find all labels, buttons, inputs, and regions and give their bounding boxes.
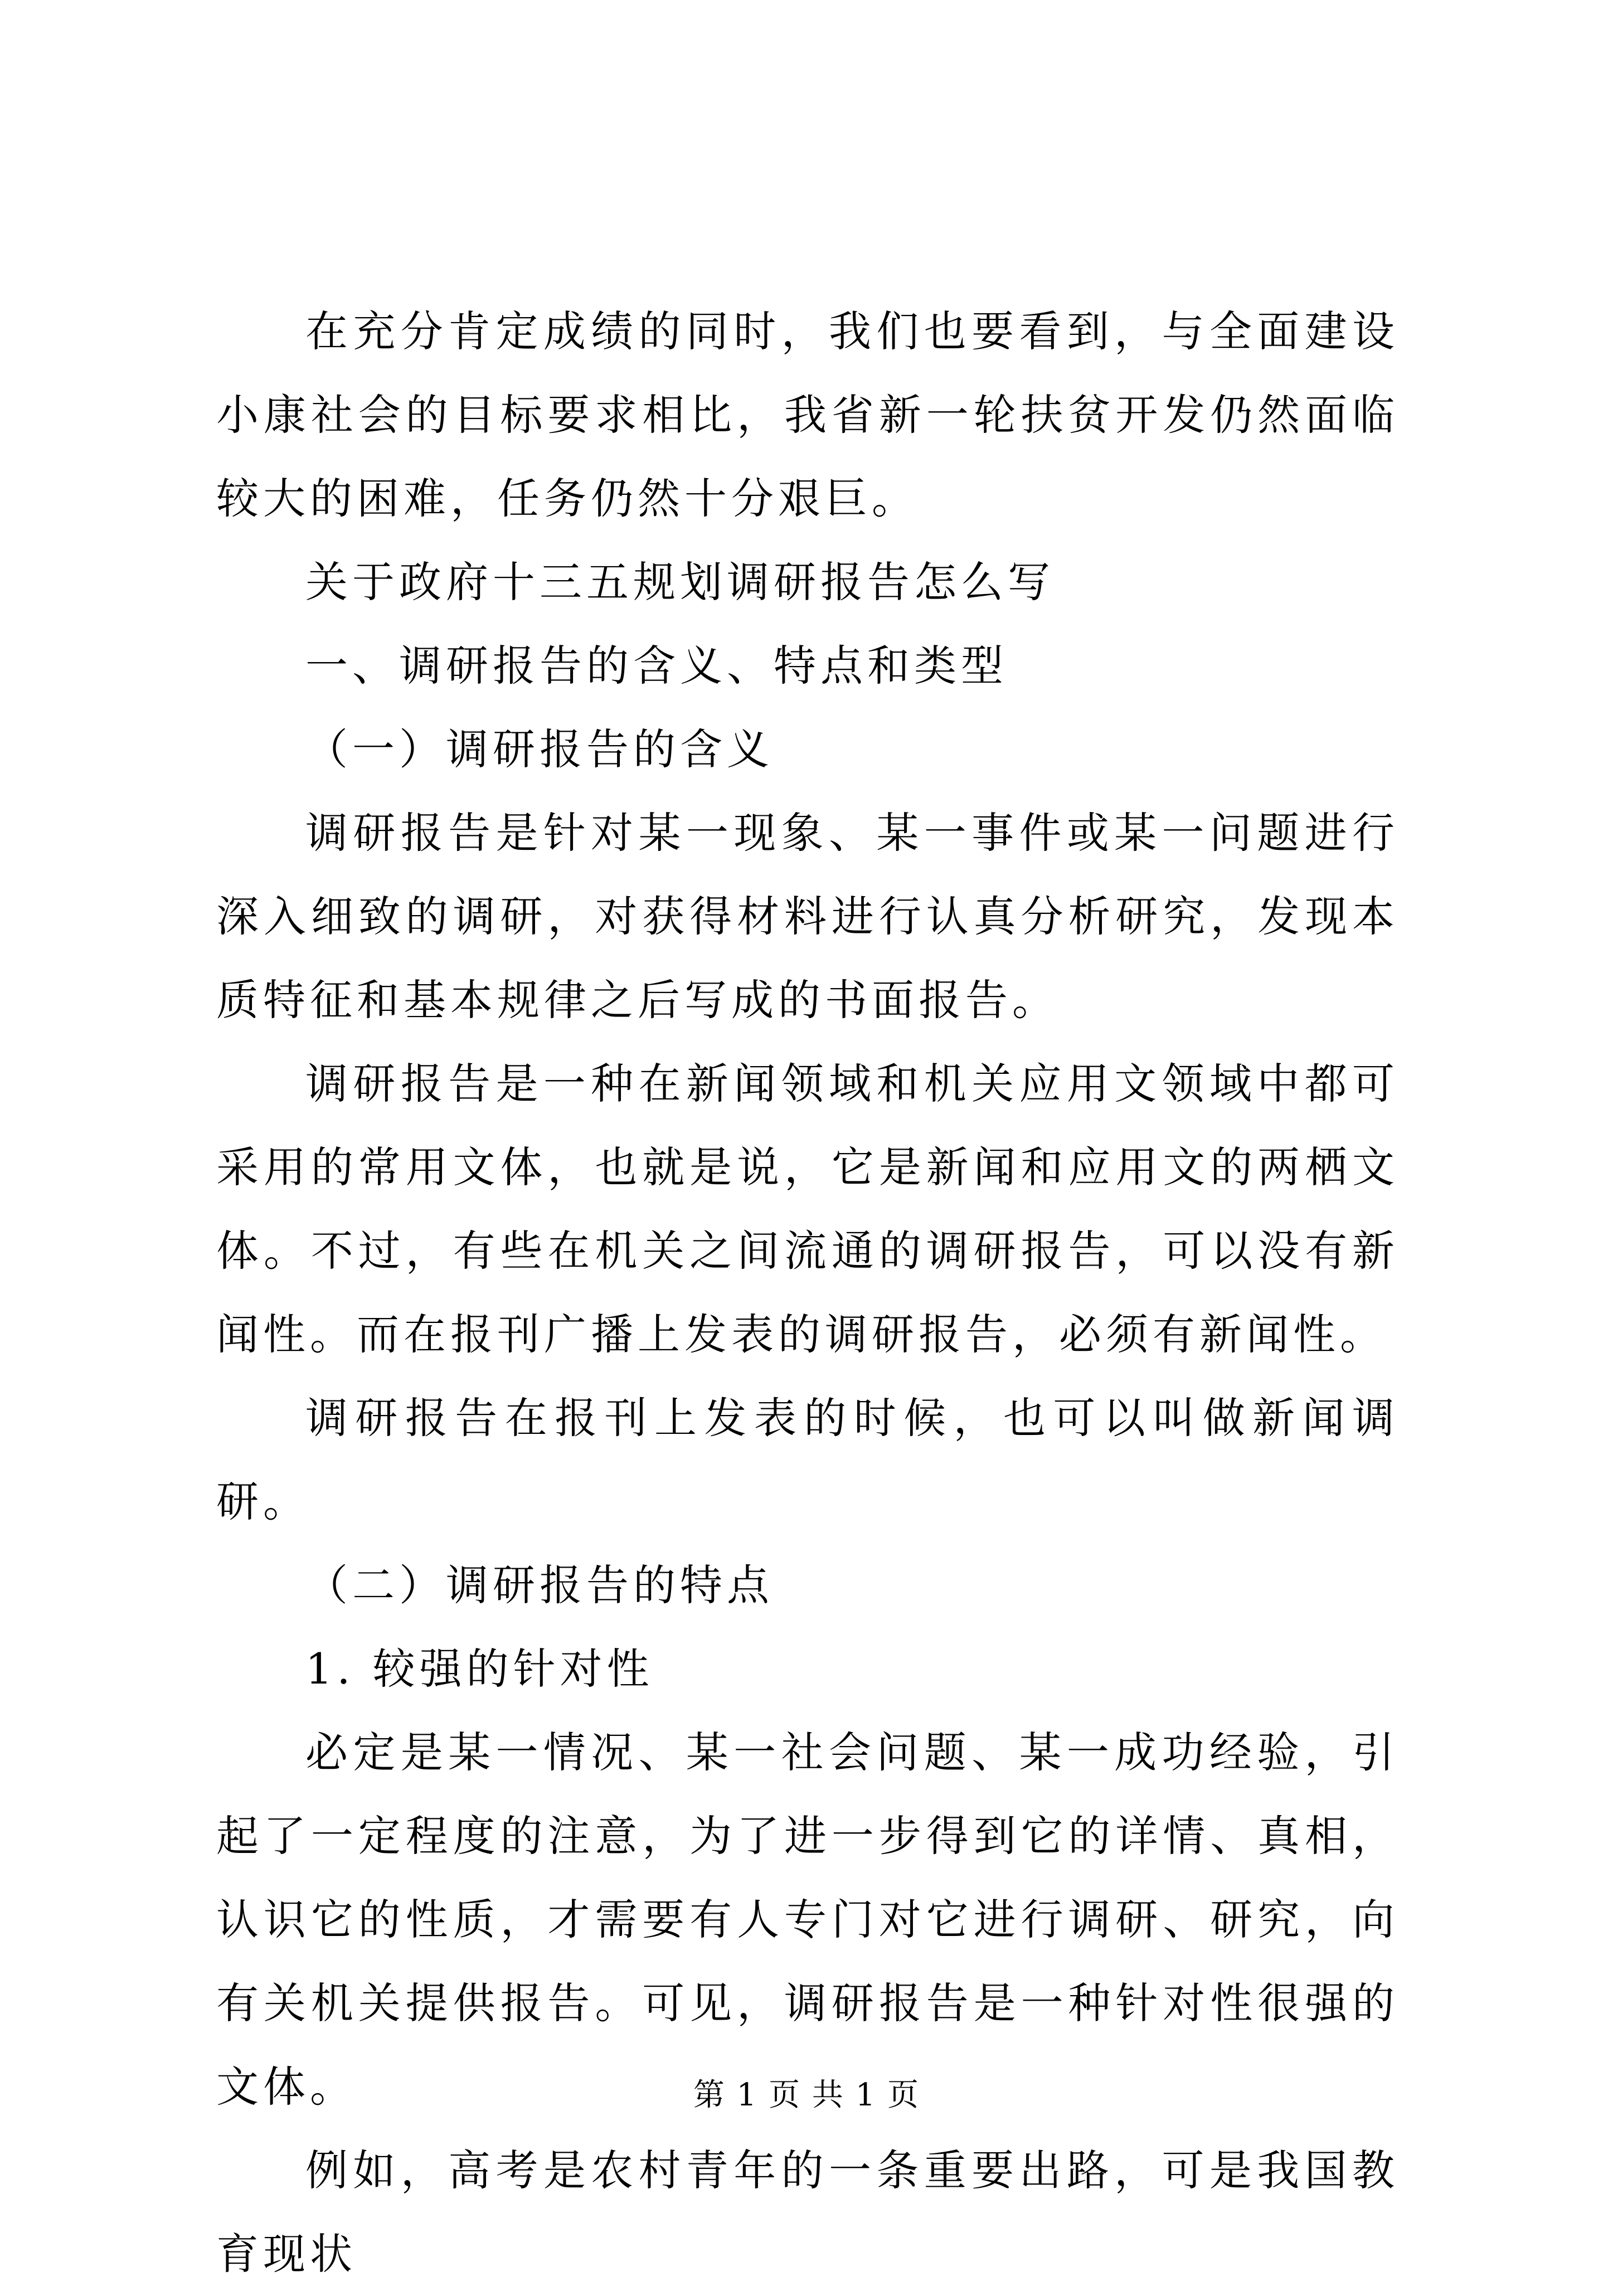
paragraph-news: 调研报告在报刊上发表的时候，也可以叫做新闻调研。 [216, 1393, 1399, 1526]
document-title: 关于政府十三五规划调研报告怎么写 [305, 557, 1055, 607]
document-body [216, 290, 1399, 2296]
section-heading-1: 一、调研报告的含义、特点和类型 [305, 641, 1008, 690]
paragraph-example: 例如，高考是农村青年的一条重要出路，可是我国教育现状 [216, 2146, 1399, 2279]
list-heading-1: 1. 较强的针对性 [305, 1644, 654, 1694]
subsection-heading-1: （一）调研报告的含义 [305, 724, 774, 774]
page-footer: 第 1 页 共 1 页 [693, 2077, 920, 2113]
paragraph-genre: 调研报告是一种在新闻领域和机关应用文领域中都可采用的常用文体，也就是说，它是新闻和应用文的两栖文体。不过，有些在机关之间流通的调研报告，可以没有新闻性。而在报刊广播上发表的调研报告，必须有新闻性。 [216, 1059, 1399, 1359]
subsection-heading-2: （二）调研报告的特点 [305, 1560, 774, 1610]
paragraph-intro: 在充分肯定成绩的同时，我们也要看到，与全面建设小康社会的目标要求相比，我省新一轮扶贫开发仍然面临较大的困难，任务仍然十分艰巨。 [216, 307, 1399, 523]
paragraph-definition: 调研报告是针对某一现象、某一事件或某一问题进行深入细致的调研，对获得材料进行认真分析研究，发现本质特征和基本规律之后写成的书面报告。 [216, 808, 1399, 1025]
paragraph-targeting: 必定是某一情况、某一社会问题、某一成功经验，引起了一定程度的注意，为了进一步得到它的详情、真相，认识它的性质，才需要有人专门对它进行调研、研究，向有关机关提供报告。可见，调研报告是一种针对性很强的文体。 [216, 1728, 1399, 2112]
